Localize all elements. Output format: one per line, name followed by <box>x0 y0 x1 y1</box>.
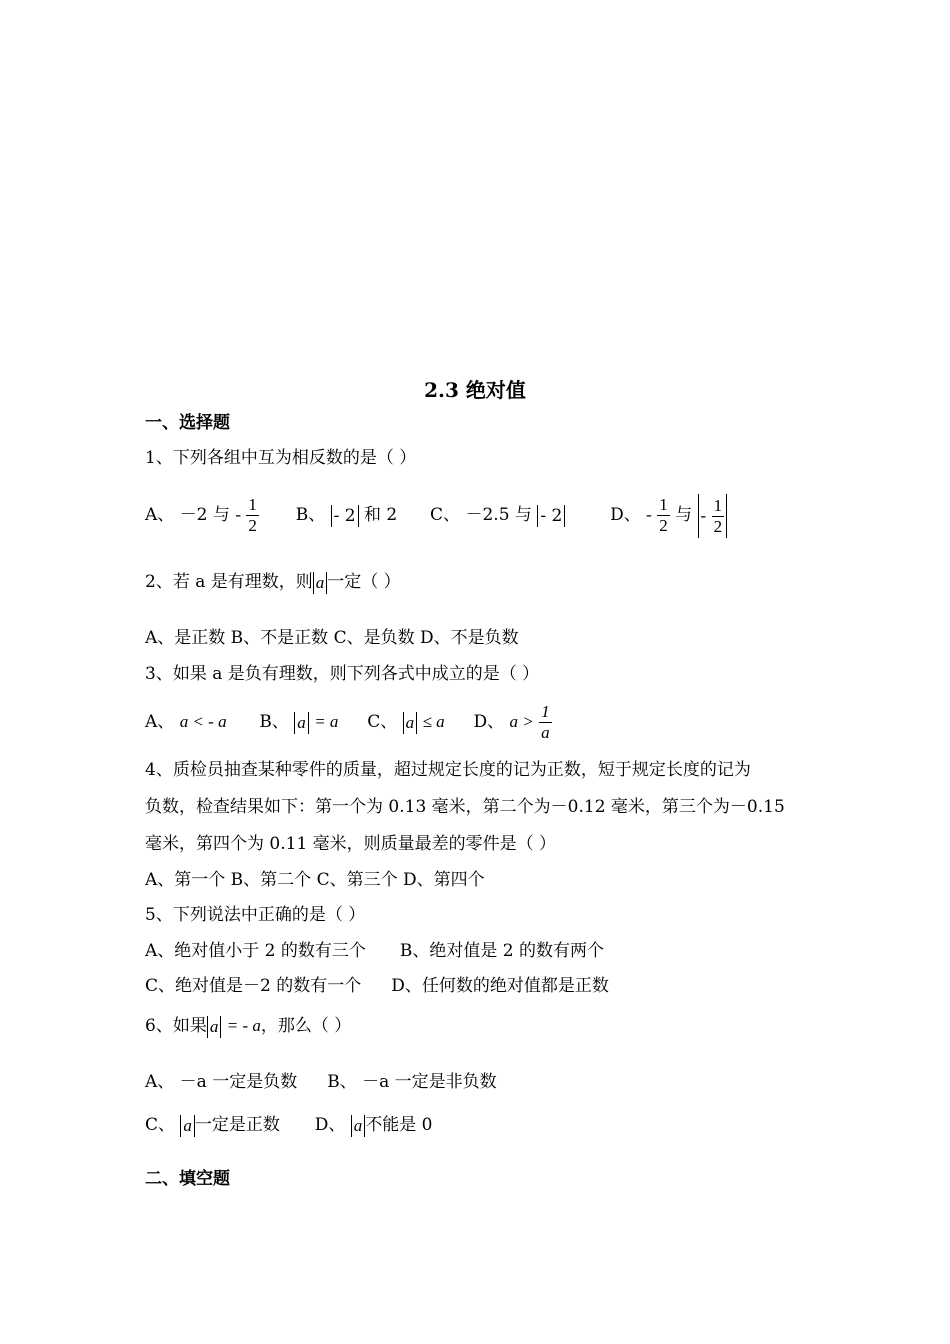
abs-fraction <box>712 496 725 537</box>
q3-option-d-expr: a > <box>509 712 534 731</box>
q1-option-d-text: 与 <box>675 505 693 525</box>
q6-option-d-abs: a <box>351 1115 366 1137</box>
fraction-numerator: 1 <box>659 495 668 514</box>
q6-option-d-text: 不能是 0 <box>365 1115 433 1135</box>
q1-option-b-text: 和 2 <box>364 505 398 525</box>
abs-sign: - <box>700 505 707 525</box>
q3-option-b-rest: = a <box>314 712 339 731</box>
question-2-options: A、是正数 B、不是正数 C、是负数 D、不是负数 <box>145 628 519 648</box>
question-3-options <box>145 700 552 744</box>
q2-stem-part-b: 一定（ ） <box>327 572 401 592</box>
q3-option-b-abs: a <box>294 712 309 734</box>
fraction-denominator: 2 <box>248 516 257 535</box>
q6-option-d-label: D、 <box>314 1115 346 1135</box>
question-5-options-row-2 <box>145 975 609 997</box>
fraction-denominator: 2 <box>713 516 723 536</box>
question-2-stem <box>145 571 401 594</box>
q3-option-c-label: C、 <box>367 712 398 732</box>
q3-option-a-label: A、 <box>145 712 175 732</box>
q2-stem-part-a: 2、若 a 是有理数，则 <box>145 572 313 592</box>
q1-option-b-abs: - 2 <box>331 505 359 527</box>
q5-option-d: D、任何数的绝对值都是正数 <box>391 976 609 996</box>
question-1-options <box>145 493 727 538</box>
question-5-options-row-1 <box>145 940 604 962</box>
q6-option-c-text: 一定是正数 <box>194 1115 280 1135</box>
q1-option-a-label: A、 <box>145 505 175 525</box>
q6-option-c-label: C、 <box>145 1115 176 1135</box>
fraction-numerator: 1 <box>713 495 723 515</box>
q6-stem-part-a: 6、如果 <box>145 1016 207 1036</box>
q3-option-d-fraction <box>539 702 552 743</box>
fraction-numerator: 1 <box>541 702 550 721</box>
question-5-stem: 5、下列说法中正确的是（ ） <box>145 905 366 925</box>
q6-expr: = - a <box>226 1016 261 1035</box>
question-4-line-2: 负数，检查结果如下：第一个为 0.13 毫米，第二个为－0.12 毫米，第三个为－0.15 <box>145 797 785 817</box>
q3-option-c-rest: ≤ a <box>422 712 445 731</box>
q1-option-b-label: B、 <box>295 505 326 525</box>
q6-option-a: A、 －a 一定是负数 <box>145 1072 298 1092</box>
q1-option-c-abs: - 2 <box>537 505 565 527</box>
section-heading-fill-in: 二、填空题 <box>145 1169 230 1189</box>
q1-option-d-fraction <box>657 495 670 536</box>
q6-abs-a: a <box>207 1016 222 1038</box>
q1-option-a-fraction <box>246 495 259 536</box>
question-6-stem <box>145 1015 351 1038</box>
q3-option-a-expr: a < - a <box>179 712 227 731</box>
q2-abs-a: a <box>313 572 328 594</box>
question-4-line-3: 毫米，第四个为 0.11 毫米，则质量最差的零件是（ ） <box>145 834 557 854</box>
q5-option-c: C、绝对值是－2 的数有一个 <box>145 976 362 996</box>
q6-stem-part-b: ，那么（ ） <box>260 1016 352 1036</box>
question-4-line-1: 4、质检员抽查某种零件的质量，超过规定长度的记为正数，短于规定长度的记为 <box>145 760 751 780</box>
q1-option-a-text: －2 与 <box>179 505 230 525</box>
q3-option-b-label: B、 <box>259 712 289 732</box>
q1-option-c-text: －2.5 与 <box>465 505 532 525</box>
q5-option-a: A、绝对值小于 2 的数有三个 <box>145 941 366 961</box>
q1-option-c-label: C、 <box>430 505 461 525</box>
q5-option-b: B、绝对值是 2 的数有两个 <box>399 941 605 961</box>
question-6-options-row-2 <box>145 1114 433 1137</box>
question-4-options: A、第一个 B、第二个 C、第三个 D、第四个 <box>145 870 485 890</box>
fraction-denominator: a <box>541 723 550 742</box>
question-3-stem: 3、如果 a 是负有理数，则下列各式中成立的是（ ） <box>145 664 540 684</box>
fraction-numerator: 1 <box>248 495 257 514</box>
page-title: 2.3 绝对值 <box>424 378 526 402</box>
q1-option-a-sign: - <box>235 505 241 524</box>
section-heading-choice: 一、选择题 <box>145 413 230 433</box>
question-1-stem: 1、下列各组中互为相反数的是（ ） <box>145 448 417 468</box>
q1-option-d-label: D、 <box>610 505 641 525</box>
q3-option-d-label: D、 <box>473 712 505 732</box>
q1-option-d-abs <box>698 494 728 538</box>
q1-option-d-sign: - <box>646 505 652 524</box>
q3-option-c-abs: a <box>403 712 418 734</box>
question-6-options-row-1 <box>145 1071 497 1093</box>
q6-option-b: B、 －a 一定是非负数 <box>327 1072 497 1092</box>
fraction-denominator: 2 <box>659 516 668 535</box>
q6-option-c-abs: a <box>180 1115 195 1137</box>
